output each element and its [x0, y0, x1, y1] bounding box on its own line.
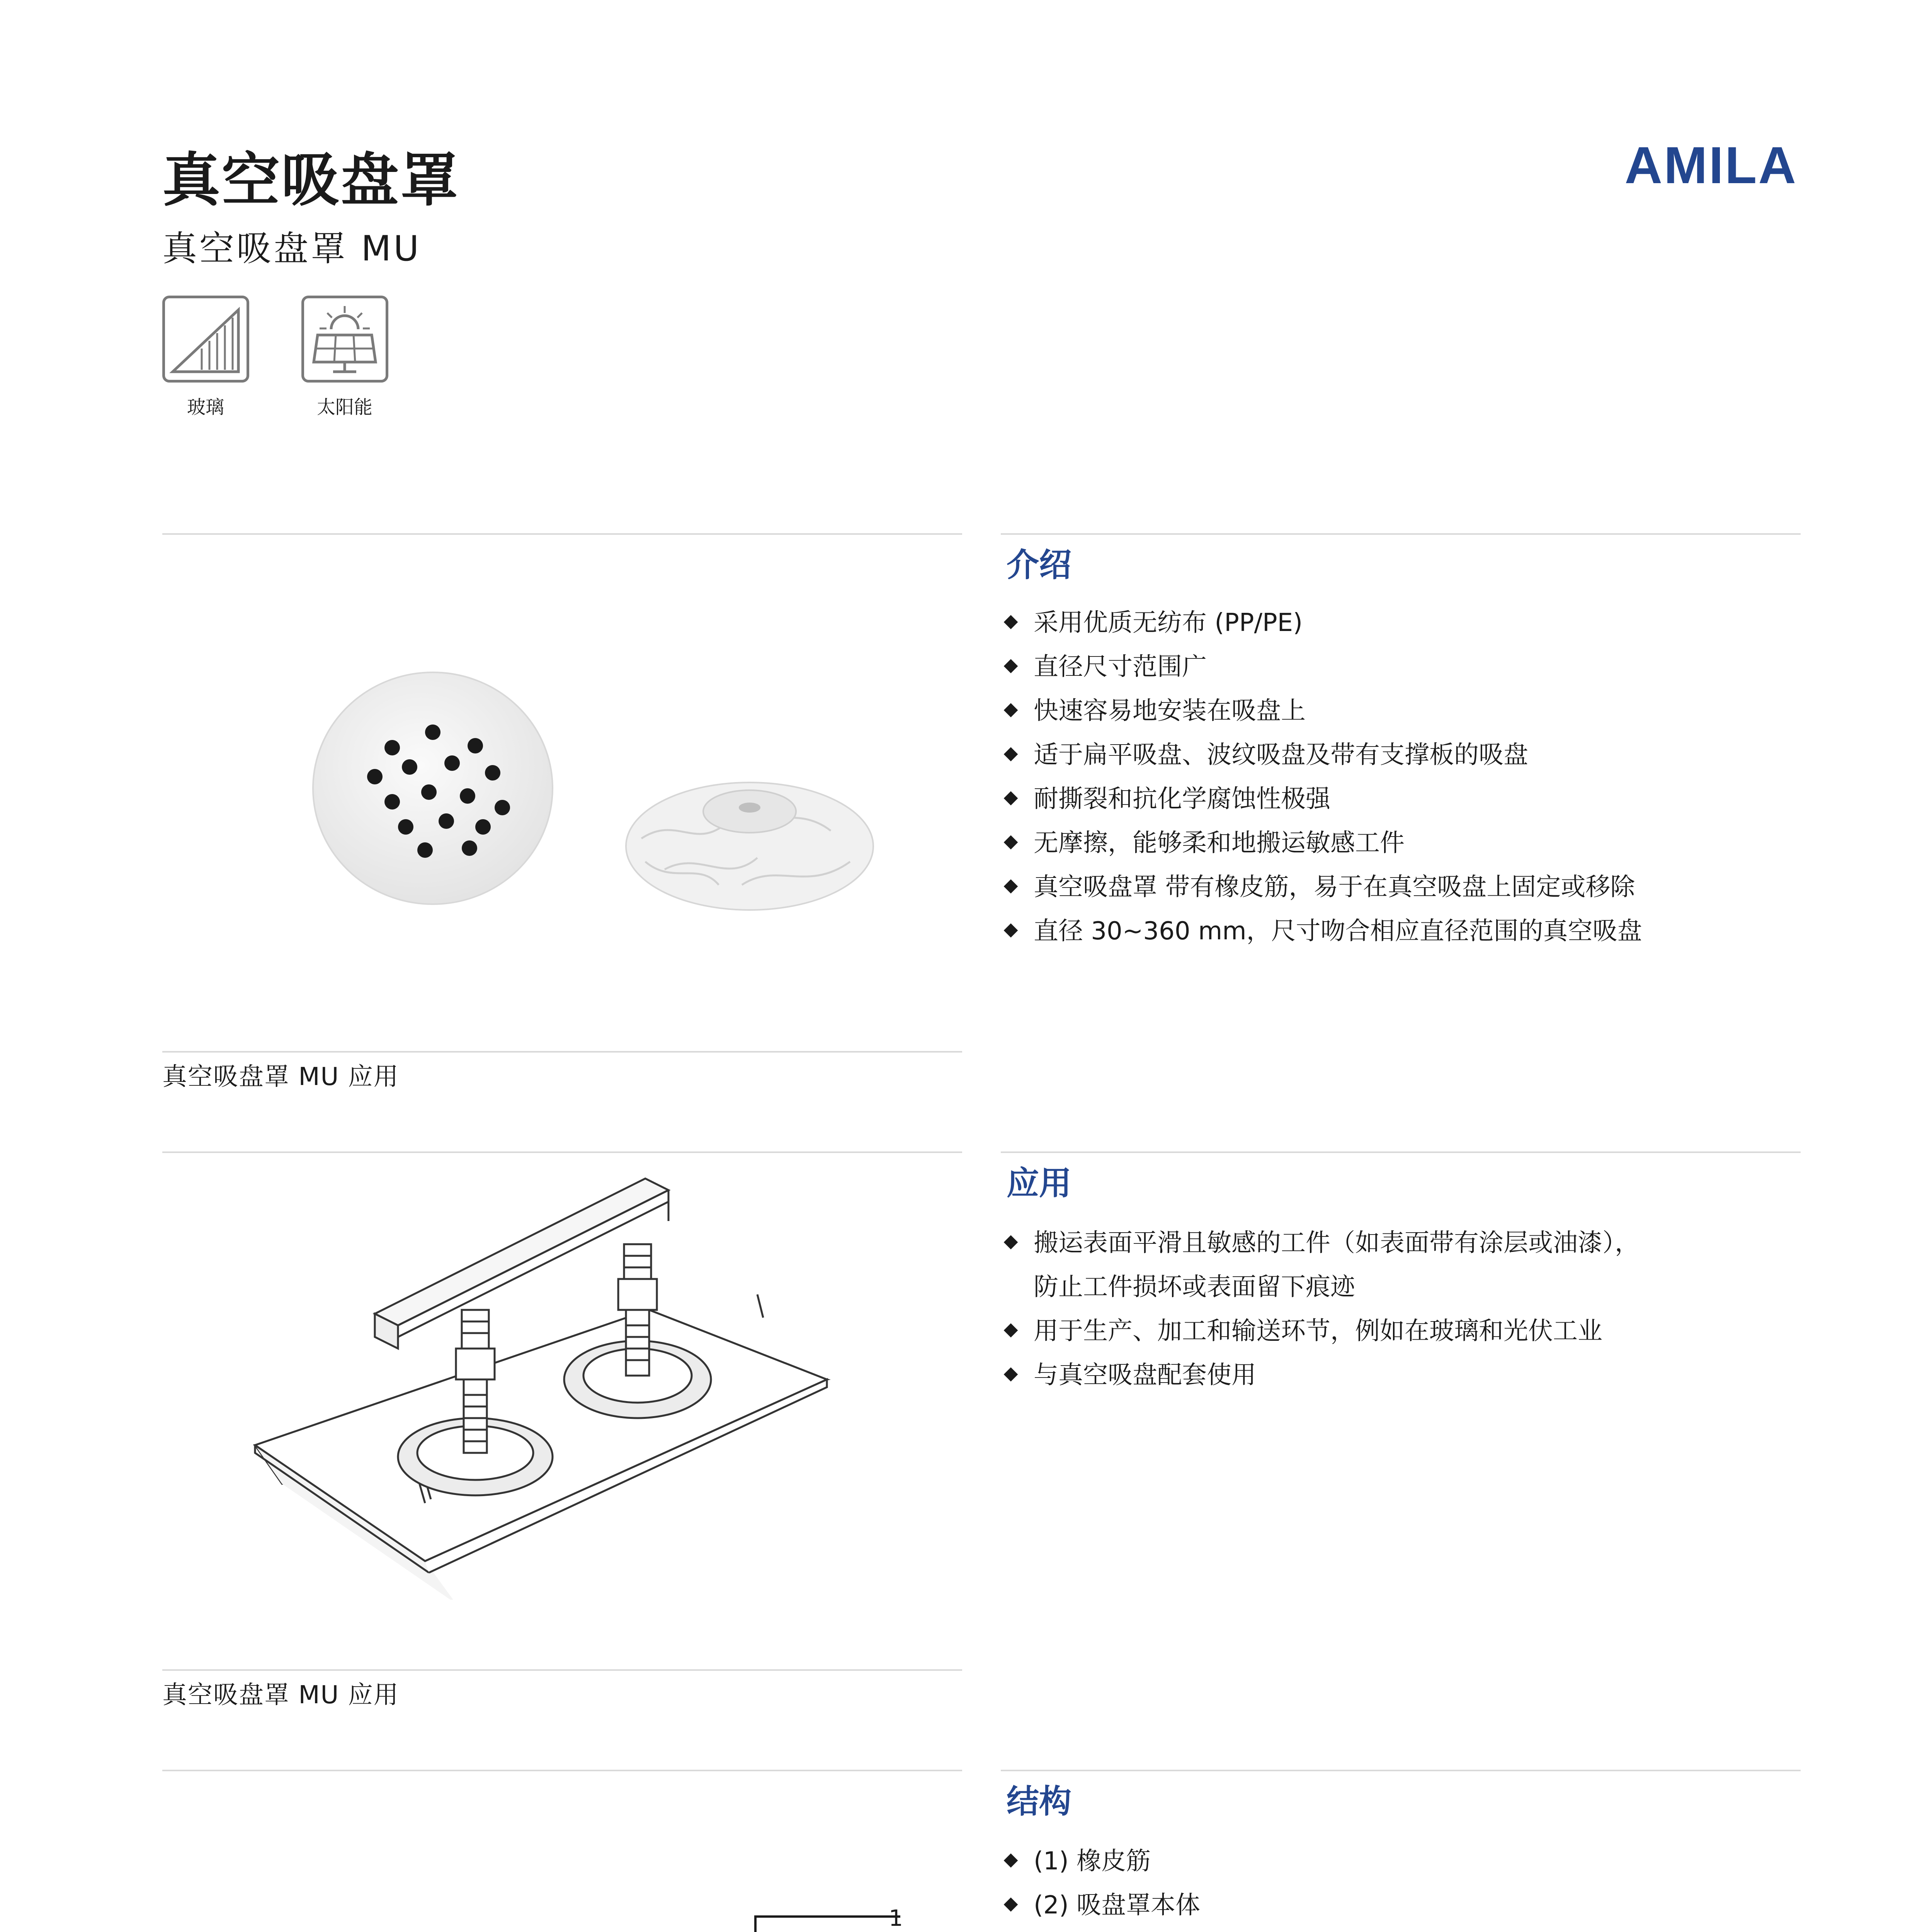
list-item: 无摩擦，能够柔和地搬运敏感工件 [1003, 821, 1814, 865]
callout-label-1: 1 [889, 1905, 903, 1931]
product-image [309, 668, 912, 939]
list-item: 直径 30~360 mm，尺寸吻合相应直径范围的真空吸盘 [1003, 909, 1814, 953]
industry-label-glass: 玻璃 [187, 396, 224, 418]
list-item-continuation: 防止工件损坏或表面留下痕迹 [1034, 1273, 1355, 1301]
section-title-application: 应用 [1007, 1164, 1072, 1202]
divider [1001, 1770, 1801, 1771]
glass-icon [162, 296, 249, 383]
figure-caption: 真空吸盘罩 MU 应用 [162, 1063, 399, 1091]
divider [1001, 533, 1801, 535]
list-item: 采用优质无纺布 (PP/PE) [1003, 601, 1814, 645]
list-item: (2) 吸盘罩本体 [1003, 1883, 1814, 1927]
list-item: 快速容易地安装在吸盘上 [1003, 689, 1814, 733]
structure-list [1003, 1839, 1814, 1927]
application-illustration [247, 1155, 850, 1600]
industry-label-solar: 太阳能 [316, 396, 372, 418]
list-item: 真空吸盘罩 带有橡皮筋，易于在真空吸盘上固定或移除 [1003, 865, 1814, 909]
divider [162, 1770, 962, 1771]
list-item: 适于扁平吸盘、波纹吸盘及带有支撑板的吸盘 [1003, 733, 1814, 777]
divider [162, 1051, 962, 1053]
brand-logo: AMILA [1624, 136, 1798, 194]
list-item: (1) 橡皮筋 [1003, 1839, 1814, 1883]
application-list [1003, 1221, 1814, 1397]
list-item: 耐撕裂和抗化学腐蚀性极强 [1003, 777, 1814, 821]
section-title-intro: 介绍 [1007, 546, 1072, 584]
industry-glass [162, 296, 264, 419]
figure-caption: 真空吸盘罩 MU 应用 [162, 1681, 399, 1709]
divider [1001, 1151, 1801, 1153]
section-title-structure: 结构 [1007, 1782, 1072, 1820]
industry-solar [301, 296, 403, 419]
list-item: 与真空吸盘配套使用 [1003, 1353, 1814, 1397]
structure-diagram [193, 1905, 947, 1932]
divider [162, 1151, 962, 1153]
divider [162, 533, 962, 535]
list-item: 搬运表面平滑且敏感的工件（如表面带有涂层或油漆）， [1003, 1221, 1814, 1265]
page-title: 真空吸盘罩 [162, 147, 460, 214]
list-item: 直径尺寸范围广 [1003, 645, 1814, 689]
intro-list [1003, 601, 1814, 953]
divider [162, 1669, 962, 1671]
list-item: 用于生产、加工和输送环节，例如在玻璃和光伏工业 [1003, 1309, 1814, 1353]
solar-panel-icon [301, 296, 388, 383]
page-subtitle: 真空吸盘罩 MU [162, 228, 422, 269]
